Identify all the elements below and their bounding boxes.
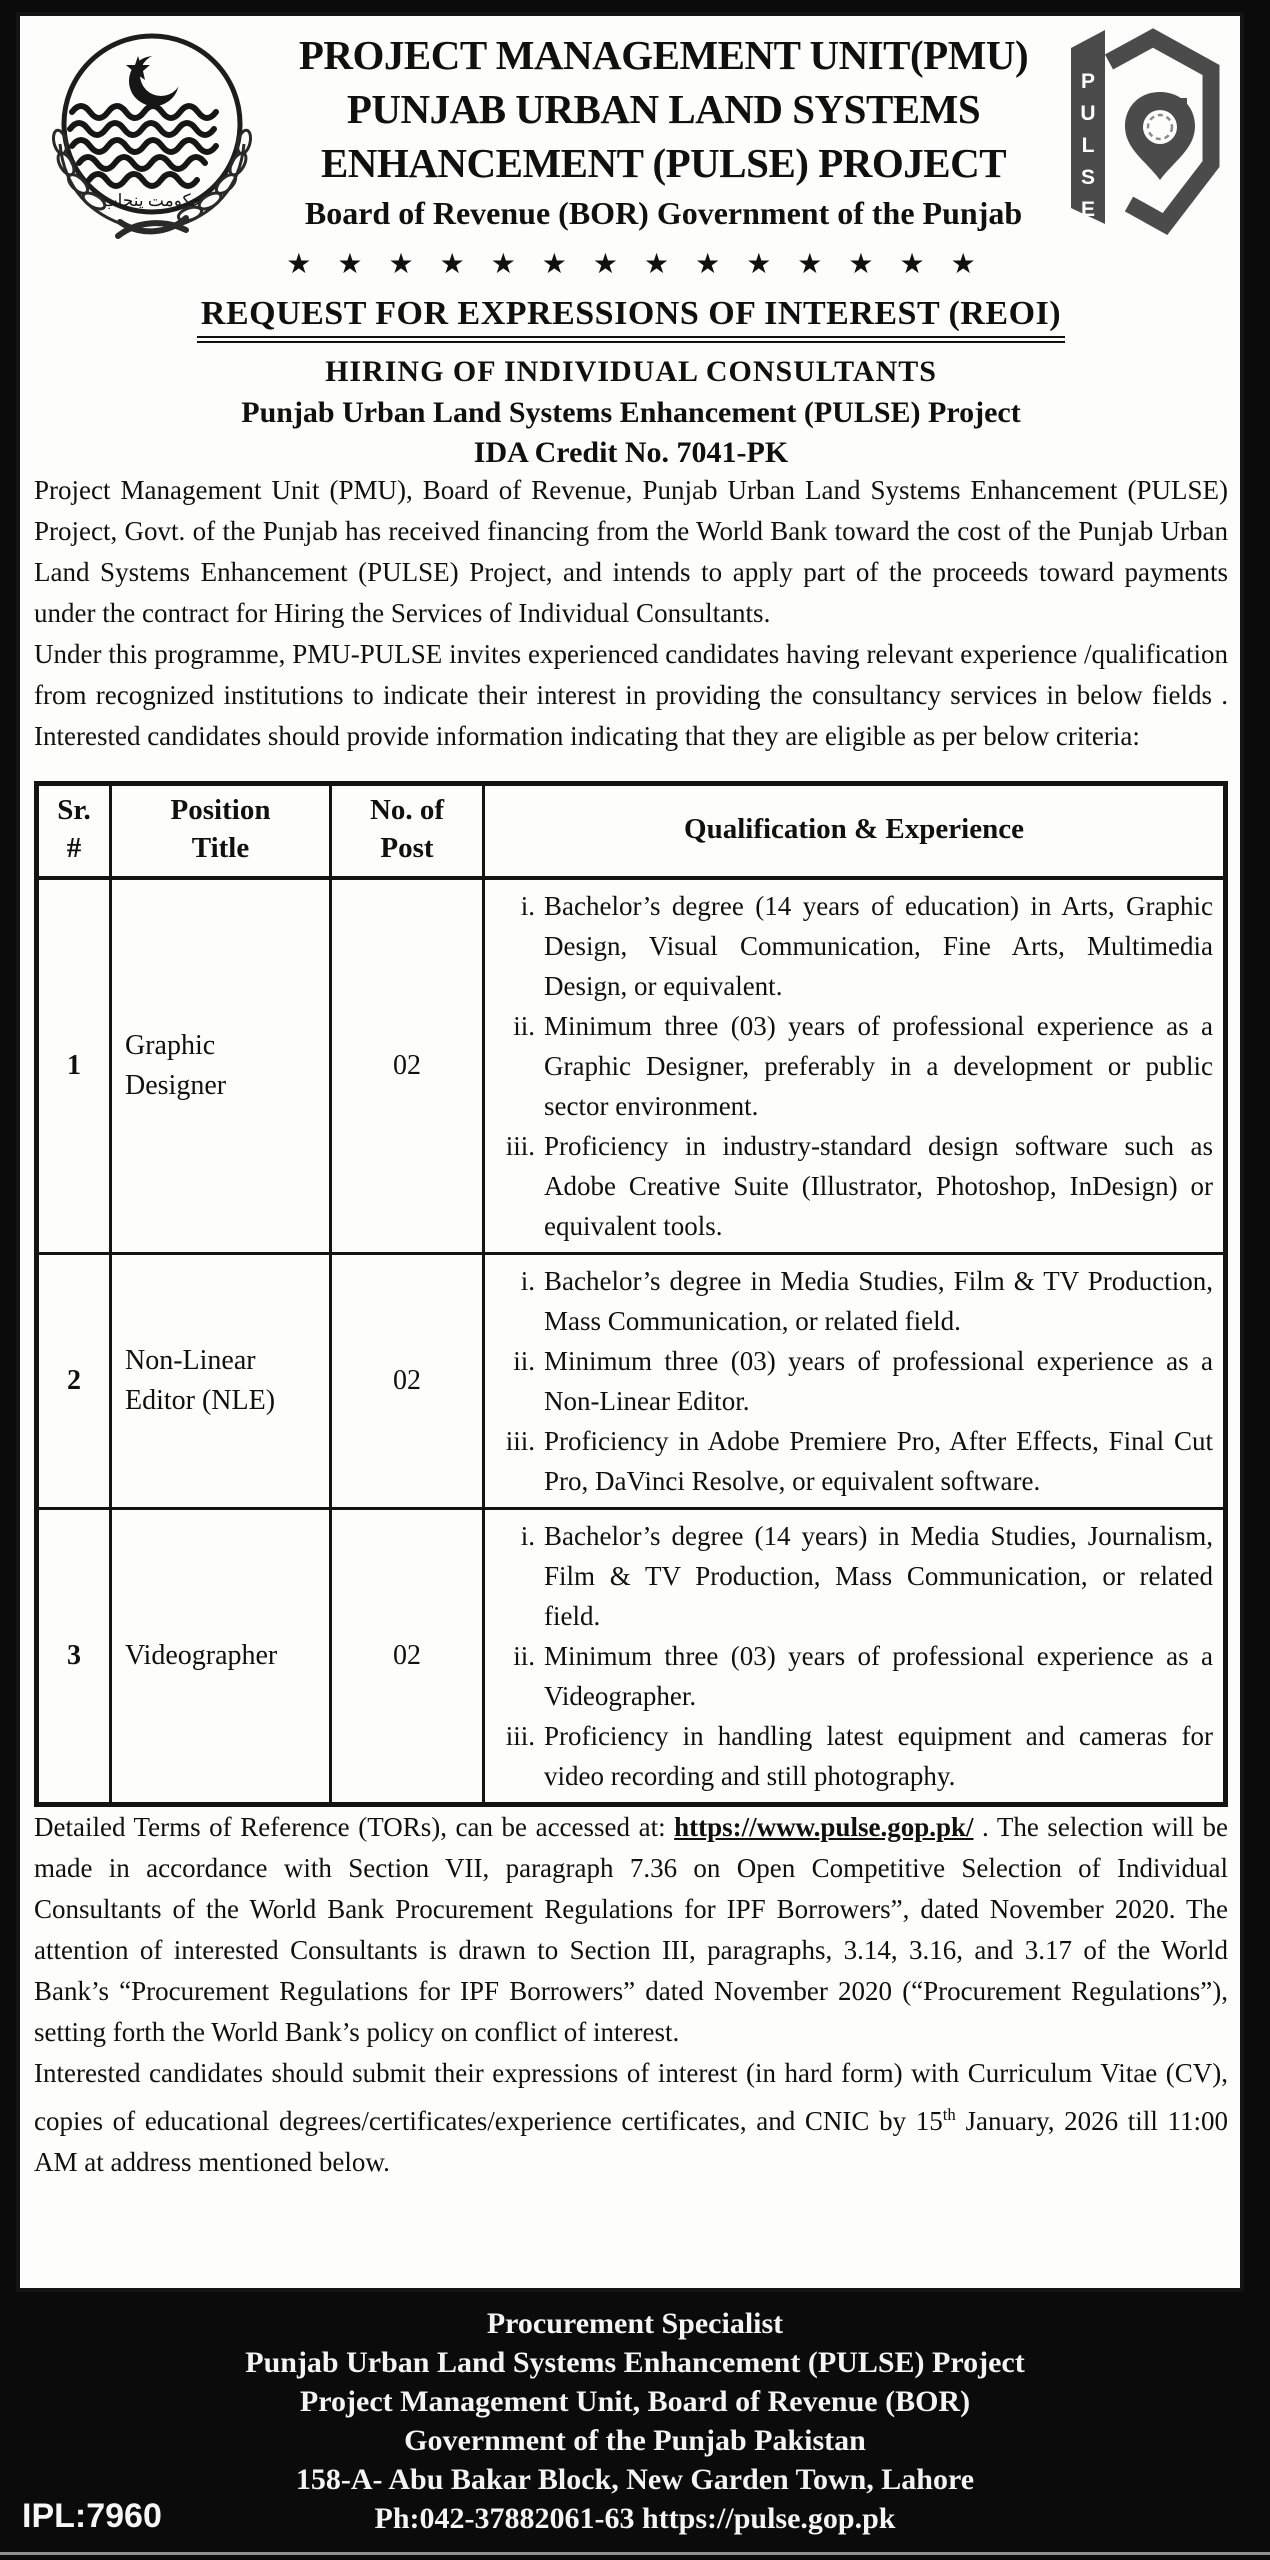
footer-government: Government of the Punjab Pakistan [404, 2424, 866, 2457]
svg-text:E: E [1080, 198, 1096, 221]
row1-posts: 02 [331, 878, 484, 1254]
row2-qualification: i. Bachelor’s degree in Media Studies, Film & TV Production, Mass Communication, or related field. ii. Minimum three (03) years of professional experience as a Non-Linear Editor. iii. Proficiency in Adobe Premiere Pro, After Effects, Final Cut Pro, DaVinci Resolve, or equivalent software. [484, 1254, 1226, 1509]
footer-phone-web: Ph:042-37882061-63 https://pulse.gop.pk [374, 2502, 896, 2535]
row3-title: Videographer [111, 1509, 331, 1805]
ipl-number: IPL:7960 [22, 2497, 162, 2535]
row3-posts: 02 [331, 1509, 484, 1805]
notice-subtitle-1: HIRING OF INDIVIDUAL CONSULTANTS [325, 355, 937, 388]
date-suffix: th [942, 2105, 956, 2124]
paragraph-submission: Interested candidates should submit their expressions of interest (in hard form) with Curriculum Vitae (CV), copies of educational degrees/certificates/experience certificates, and CNIC by 15th January, 2026 till 11:00 AM at address mentioned below. [34, 2058, 1228, 2177]
header-no-of-post: No. of Post [331, 784, 484, 879]
org-line-1: PROJECT MANAGEMENT UNIT(PMU) [298, 32, 1029, 78]
svg-text:P: P [1080, 70, 1096, 93]
footer [0, 2292, 1270, 2560]
header-sr: Sr. # [37, 784, 111, 879]
svg-text:L: L [1081, 134, 1095, 157]
paragraph-invitation: Under this programme, PMU-PULSE invites experienced candidates having relevant experience /qualification from recognized institutions to indicate their interest in providing the consultancy services in below fields . Interested candidates should provide information indicating that they are eligible as per below criteria: [34, 639, 1228, 751]
header-qualification: Qualification & Experience [484, 784, 1226, 879]
row3-qualification: i. Bachelor’s degree (14 years) in Media Studies, Journalism, Film & TV Production, Mass Communication, or related field. ii. Minimum three (03) years of professional experience as a Videographer. iii. Proficiency in handling latest equipment and cameras for video recording and still photography. [484, 1509, 1226, 1805]
org-line-3: ENHANCEMENT (PULSE) PROJECT [320, 140, 1007, 186]
row1-title: Graphic Designer [111, 878, 331, 1254]
punjab-government-crest-icon [34, 24, 284, 247]
svg-text:S: S [1080, 166, 1096, 189]
table-row [37, 1509, 1226, 1805]
footer-project: Punjab Urban Land Systems Enhancement (PULSE) Project [245, 2346, 1025, 2379]
footer-unit: Project Management Unit, Board of Revenue (BOR) [299, 2385, 971, 2418]
notice-subtitle-2: Punjab Urban Land Systems Enhancement (PULSE) Project [241, 396, 1021, 429]
ida-credit-line: IDA Credit No. 7041-PK [473, 436, 789, 469]
org-line-2: PUNJAB URBAN LAND SYSTEMS [346, 86, 981, 132]
row3-sr: 3 [37, 1509, 111, 1805]
footer-designation: Procurement Specialist [486, 2307, 784, 2340]
row2-posts: 02 [331, 1254, 484, 1509]
pulse-logo-icon [1043, 24, 1228, 243]
footer-address: 158-A- Abu Bakar Block, New Garden Town, Lahore [295, 2463, 975, 2496]
table-row [37, 1254, 1226, 1509]
paragraph-financing: Project Management Unit (PMU), Board of Revenue, Punjab Urban Land Systems Enhancement (PULSE) Project, Govt. of the Punjab has received financing from the World Bank toward the cost of the Punjab Urban Land Systems Enhancement (PULSE) Project, and intends to apply part of the proceeds toward payments under the contract for Hiring the Services of Individual Consultants. [34, 475, 1228, 628]
advert-panel [16, 12, 1244, 2292]
org-title-block [284, 24, 1043, 236]
org-line-4: Board of Revenue (BOR) Government of the Punjab [304, 195, 1023, 231]
scan-bottom-edge [0, 2552, 1270, 2555]
crest-caption: حکومت پنجاب [101, 191, 203, 210]
paragraph-tors: Detailed Terms of Reference (TORs), can be accessed at: https://www.pulse.gop.pk/ . The selection will be made in accordance with Section VII, paragraph 7.36 on Open Competitive Selection of Individual Consultants of the World Bank Procurement Regulations for IPF Borrowers”, dated November 2020. The attention of interested Consultants is drawn to Section III, paragraphs, 3.14, 3.16, and 3.17 of the World Bank’s “Procurement Regulations for IPF Borrowers” dated November 2020 (“Procurement Regulations”), setting forth the World Bank’s policy on conflict of interest. [34, 1812, 1228, 2047]
table-row [37, 878, 1226, 1254]
row2-title: Non-Linear Editor (NLE) [111, 1254, 331, 1509]
header [34, 24, 1228, 247]
footer-address-block [0, 2292, 1270, 2538]
star-divider: ★★★★★★★★★★★★★★ [286, 249, 1002, 280]
row1-qualification: i. Bachelor’s degree (14 years of education) in Arts, Graphic Design, Visual Communication, Fine Arts, Multimedia Design, or equivalent. ii. Minimum three (03) years of professional experience as a Graphic Designer, preferably in a development or public sector environment. iii. Proficiency in industry-standard design software such as Adobe Creative Suite (Illustrator, Photoshop, InDesign) or equivalent tools. [484, 878, 1226, 1254]
row1-sr: 1 [37, 878, 111, 1254]
table-header-row [37, 784, 1226, 879]
notice-title: REQUEST FOR EXPRESSIONS OF INTEREST (REOI) [197, 295, 1065, 343]
row2-sr: 2 [37, 1254, 111, 1509]
notice-title-wrap [34, 295, 1228, 343]
header-position-title: Position Title [111, 784, 331, 879]
svg-text:U: U [1080, 102, 1096, 125]
pulse-tors-url[interactable]: https://www.pulse.gop.pk/ [674, 1812, 974, 1842]
positions-table [34, 781, 1228, 1807]
